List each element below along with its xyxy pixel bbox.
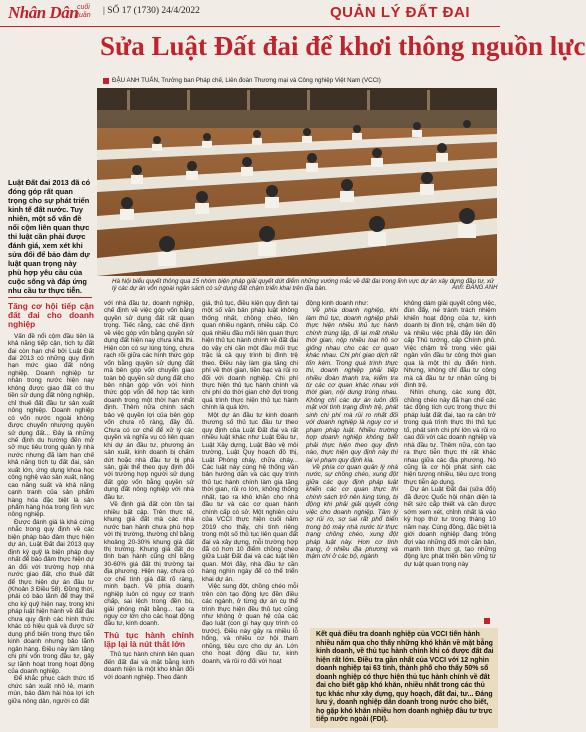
article-column-3 [202,300,298,728]
paragraph: Thủ tục hành chính liên quan đến đất đai và mặt bằng kinh doanh hiện là một kho khăn đối với doanh nghiệp. Theo đánh [104,651,194,681]
article-column-1 [8,300,94,728]
article-photo [97,88,497,276]
subheading-land-access: Tăng cơ hội tiếp cận đất đai cho doanh nghiệp [8,301,94,330]
photo-caption: Hà Nội biểu quyết thông qua 15 nhóm biện pháp giải quyết dứt điểm những vướng mắc về đất đai trong lĩnh vực dự án xây dựng đầu tư, xử lý các dự án vốn ngoài ngân sách có sử dụng đất chậm triển khai trên địa bàn. [112,278,494,293]
article-sapo: Luật Đất đai 2013 đã có đóng góp rất quan trọng cho sự phát triển kinh tế đất nước. Tuy nhiên, một số vấn đề nổi cộm liên quan thực thi luật cần phải được đánh giá, xem xét khi sửa đổi để bảo đảm dự luật quan trọng này phù hợp yêu cầu của cuộc sống và đáp ứng nhu cầu tư thực tiễn. [8,178,91,295]
paragraph: động kinh doanh như: [306,300,369,307]
paragraph: với nhà đầu tư, doanh nghiệp, chế định về việc góp vốn bằng quyền sử dụng đất rất quan trọng. Tiếc rằng, các chế định về việc góp vốn bằng quyền sử dụng đất hiện nay chưa khả thi. Hiện còn có sự lúng túng, chưa rạch rõi giữa các hình thức góp vốn bằng quyền sử dụng đất mà bên góp vốn chuyển giao toàn bộ quyền sử dụng đất cho bên nhận góp vốn với hình thức góp vốn để hợp tác kinh doanh trong một thời hạn nhất định. Thêm nữa chính sách bảo vệ quyền lợi của bên góp vốn chưa rõ ràng, đầy đủ. Chưa có cơ chế để xử lý các quyền và nghĩa vụ có liên quan khi dự án đầu tư, phương án sản xuất, kinh doanh bị chấm dứt hoặc nhà đầu tư bị phá sản, giải thể theo quy định đối với trường hợp người sử dụng đất góp vốn bằng quyền sử dụng đất nông nghiệp với nhà đầu tư. [104,300,194,501]
article-column-4 [306,300,398,622]
divider [8,297,92,298]
paragraph: Về phía doanh nghiệp, khi làm thủ tục, doanh nghiệp phải thực hiện nhiều thủ tục hành chính trùng lặp, đi lại mất nhiều thời gian, nộp nhiều loại hồ sơ giống nhau cho các cơ quan khác nhau. Chi phí giao dịch rất tốn kém. Trong quá trình thực thi, doanh nghiệp phải tiếp nhiều đoàn thanh tra, kiểm tra từ các cơ quan khác nhau với thời gian, nội dung trùng nhau. Không chỉ các dự án luôn đối mặt với tình trạng đình trệ, phát sinh chi phí mà rủi ro nhất đối với doanh nghiệp là nguy cơ vi phạm pháp luật. Nhiều trường hợp doanh nghiệp không biết phải thực hiện theo quy định nào, thực hiện quy định này thì lại vi phạm quy định kia. [306,307,398,464]
subheading-admin-procedures: Thủ tục hành chính lặp lại là nút thắt lớn [104,629,194,650]
newspaper-logo: Nhân Dân [8,3,79,22]
paragraph: giá, thủ tục, điều kiện quy định tại một số văn bản pháp luật không thống nhất, chồng chéo, liên quan nhiều ngành, nhiều cấp. Có quá nhiều đầu mối liên quan thực hiện thủ tục hành chính về đất đai do vậy chi cần một đầu mối trục trặc là cả quy trình bị đình trệ theo. Điều này làm gia tăng chi phí về thời gian, tiền bạc và rủi ro đối với doanh nghiệp. Chi phí thực hiện thủ tục hành chính và chi phí do thời gian chờ đợi trong quá trình thực hiện thủ tục hành chính là quá lớn. [202,300,298,412]
paragraph: Về phía cơ quan quản lý nhà nước, sự chồng chéo, xung đột giữa các quy định pháp luật khiến các cơ quan thực thi chính sách trở nên lúng túng, bị động khi phải giải quyết công việc cho doanh nghiệp. Tâm lý sợ rủi ro, sợ sai rất phổ biến trong bộ máy nhà nước từ thực trạng chồng chéo, xung đột pháp luật này. Hơn cơ tình trạng, ở nhiều địa phương và thậm chí ở các bộ, ngành [306,463,398,561]
paragraph: không dám giải quyết công việc, đùn đẩy, né tránh trách nhiệm khiến hoạt động của tư, kinh doanh bị đình trệ, chậm tiến độ và nhiều việc phải đẩy lên đến cấp Thủ tướng, cấp Chính phủ. Việc chậm trễ trong việc giải ngân vốn đầu tư công thời gian qua là một thí dụ điển hình. Nhưng, không chỉ đầu tư công mà cả đầu tư tư nhân cũng bị đình trệ. [404,300,496,389]
article-byline: ĐẬU ANH TUẤN, Trưởng ban Pháp chế, Liên đoàn Thương mại và Công nghiệp Việt Nam (VCCI) [112,77,381,84]
paragraph: Nhìn chung, các xung đột, chồng chéo này đã hạn chế các tác động tích cực trong thực thi pháp luật đất đai, tạo ra cản trở trong quá trình thực thi thủ tục tố, phát sinh chi phí lớn và rủi ro cao đối với các doanh nghiệp và nhà đầu tư. Thêm nữa, còn tạo ra thực tiễn thực thi rất khác nhau giữa các địa phương. Nó cũng là cơ hội phát sinh các hiện tượng nhiều, tiêu cực trong thực tiễn áp dụng. [404,389,496,486]
issue-number: | SỐ 17 (1730) 24/4/2022 [103,6,200,16]
paragraph: Vấn đề nổi cộm đầu tiên là khả năng tiếp cận, tích tụ đất đai còn hạn chế bởi Luật Đất đai 2013 có những quy định hạn mức giao đất nông nghiệp. Doanh nghiệp tư nhân trong nước hiện nay không được giao đất có thu tiền sử dụng đất nông nghiệp, chỉ thuê đất đầu tư sản xuất nông nghiệp. Doanh nghiệp có vốn nước ngoài không được chuyển nhượng quyền sử dụng đất... Đây là những chế định du hướng đến mở sở mục tiêu trong quản lý nhà nước nhưng đã làm hạn chế khả năng tích tụ đất đai, sản xuất lớn, ứng dụng khoa học công nghệ vào sản xuất, nâng cao năng suất và khả năng cạnh tranh của sản phẩm hàng hóa đặc biệt là sản phẩm hàng hóa trong lĩnh vực nông nghiệp. [8,332,94,519]
paragraph: Được đánh giá là khá cứng nhắc trong quy định về các biện pháp bảo đảm thực hiện dự án, Luật Đất đai 2013 quy định ký quỹ là biện pháp duy nhất để bảo đảm thực hiện dự án đối với trường hợp nhà nước giao đất, cho thuê đất để thực hiện dự án đầu tư (Khoản 3 Điều 58). Đồng thời, phải có bảo lãnh để thay thế cho ký quỹ hiện nay, trong khi pháp luật hiện hành về đất đai chưa quy định các hình thức khác có hiệu quả và được sử dụng phổ biến trong thực tiễn kinh doanh nhưng bảo lãnh ngân hàng. Điều này làm tăng chi phí vốn trong đầu tư, gây sự lãnh hoạt trong hoạt động của doanh nghiệp. [8,518,95,675]
byline-square-icon [103,78,109,84]
article-column-5 [404,300,496,622]
article-headline: Sửa Luật Đất đai để khơi thông nguồn lực [100,31,586,61]
article-column-2 [104,300,194,728]
paragraph: Dự án Luật Đất đai (sửa đổi) đã được Quốc hội nhận diện là hết sức cấp thiết và cần được sớm xem xét, chỉnh nhất là vào kỳ họp thứ tư trong tháng 10 năm nay. Cùng đồng, đặc biệt là giới doanh nghiệp đang trông đợi vào những đổi mới căn bản, mạnh tính thực gt, tạo những động lực phát triển bền vững từ dự luật quan trọng này [404,486,496,568]
end-of-article-icon [484,618,490,624]
paragraph: Một dự án đầu tư kinh doanh thương số thủ tục đầu tư theo quy định của Luật Đất đai và rất nhiều luật khác như Luật Đầu tư, Luật Xây dựng, Luật Bảo vệ môi trường, Luật Quy hoạch đô thị, Luật Phòng cháy, chữa cháy... Các luật này cùng hệ thống văn bản hướng dẫn và các quy trình thủ tục hành chính làm gia tăng thời gian, rủi ro lớn, không thống nhất, tạo ra khó khăn cho nhà đầu tư và các cơ quan hành chính cấp có sở. Một nghiên cứu của VCCI thực hiện cuối năm 2019 cho thấy, chi tính riêng trong một số thủ tục liên quan đất đai và xây dựng, mỗi trường hợp đã có hơn 10 điểm chồng chéo giữa Luật Đất đai và các luật liên quan. Mới đây, nhà đầu tư cần hàng nghìn ngày để có thể triển khai dự án. [202,411,298,583]
newspaper-logo-sub: cuối tuần [77,4,91,19]
section-title: QUẢN LÝ ĐẤT ĐAI [330,4,470,21]
highlight-box-text: Kết quả điều tra doanh nghiệp của VCCI tiến hành nhiều năm qua cho thấy những khó khăn về mặt bằng kinh doanh, về thủ tục hành chính khi có được đất đai hiện rất lớn. Điều tra gần nhất của VCCI với 12 nghìn doanh nghiệp tại 63 tỉnh, thành phố cho thấy 50% số doanh nghiệp có thực hiện thủ tục hành chính về đất đai cho biết gặp khó khăn, nhiều nhất trong các thủ tục khác như xây dựng, quy hoạch, đất đai, tư... Đáng lưu ý, doanh nghiệp dân doanh trong nước cho biết, họ gặp khó khăn nhiều hơn doanh nghiệp đầu tư trực tiếp nước ngoài (FDI). [316,631,494,723]
paragraph: Để khắc phục cách thức tổ chức sản xuất nhỏ lẻ, manh mún, bảo đảm hài hòa lợi ích giữa nông dân, người có đất [8,675,94,705]
paragraph: Việc sung đột, chồng chéo mỗi trên còn tạo động lực đền điều các ngành, ở từng dự án cụ thể trình thực hiện đều thủ tục cũng như không ở quan hệ của các đạo luật (con gì hay quy trình có trước). Điều này gây ra nhiều lỗ hổng, và nhiều cơ hội tham nhũng, tiêu cực cho dự án. Lớn cho hoạt động đầu tư, kinh doanh, và rủi ro đối với hoạt [202,583,298,665]
meeting-hall-illustration [97,88,497,276]
photo-credit: Ảnh: ĐĂNG ANH [452,285,498,291]
paragraph: Về định giá đất còn tồn tại nhiều bất cập. Trên thực tế, khung giá đất mà các nhà nước ban hành chưa phù hợp với thị trường, thường chỉ bằng khoảng 20-30% khung giá đất thị trường. Khung giá đất do tỉnh ban hành cũng chỉ bằng 30-60% giá đất thị trường tại địa phương. Hiện nay, chưa có cơ chế tính giá đất rõ ràng, minh bạch. Về phía doanh nghiệp luôn có nguy cơ tranh chấp, sai lệch trong đền bù, giải phóng mặt bằng... tạo ra nguy cơ lớn cho các hoạt động đầu tư, kinh doanh. [104,501,194,628]
